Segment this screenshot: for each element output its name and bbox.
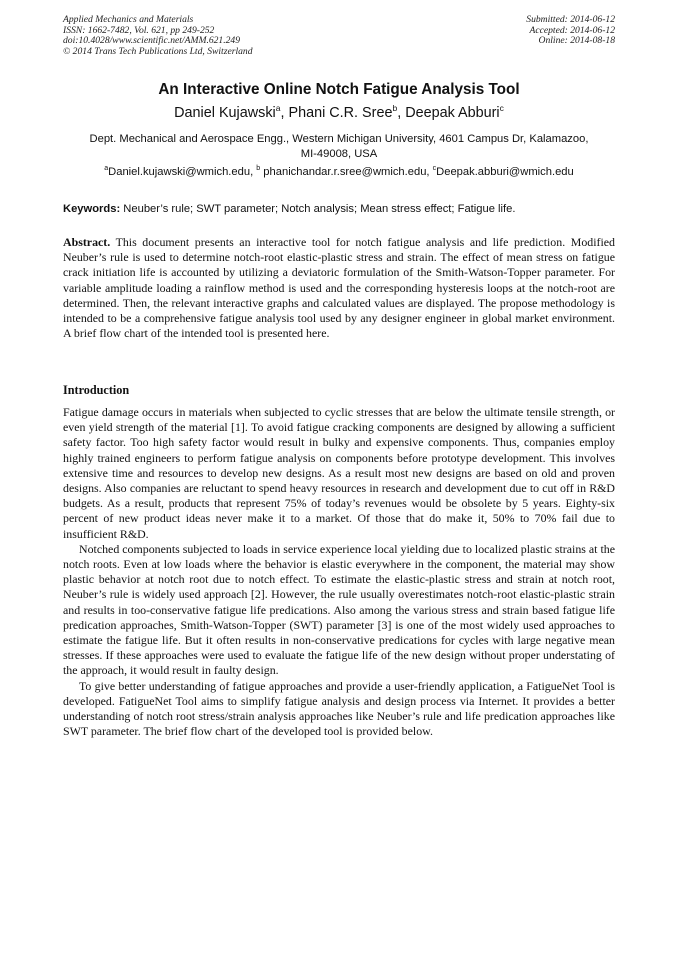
author-name: Daniel Kujawski [174,105,276,121]
paragraph: To give better understanding of fatigue approaches and provide a user-friendly application, a FatigueNet Tool is developed. FatigueNet Tool aims to simplify fatigue analysis and design process via Internet. It provides a better understanding of notch root stress/strain analysis approaches like Neuber’s rule and life predication approaches like SWT parameter. The brief flow chart of the developed tool is provided below. [63,678,615,739]
author-superscript: b [392,103,398,113]
issn-line: ISSN: 1662-7482, Vol. 621, pp 249-252 [63,24,215,36]
abstract [63,235,615,341]
paragraph: Fatigue damage occurs in materials when subjected to cyclic stresses that are below the ultimate tensile strength, or even yield strength of the material [1]. To avoid fatigue cracking components are designed by allowing a sufficient safety factor. Too high safety factor would result in bulky and expensive components. Thus, companies employ highly trained engineers to perform fatigue analysis on components before prototype development. This involves extensive time and resources to develop new designs. As a result most new designs are based on old and proven designs. Also companies are reluctant to spend heavy resources in research and development due to cut off in R&D budgets. As a result, products that represent 75% of today’s revenues would be obsolete by 5 years. Eighty-six percent of new product ideas never make it to a market. Of those that do make it, 50% to 70% fail due to insufficient R&D. [63,405,615,541]
email-superscript: b [256,165,261,172]
email-superscript: c [432,165,437,172]
email-address[interactable]: Daniel.kujawski@wmich.edu, [108,166,257,178]
email-address[interactable]: phanichandar.r.sree@wmich.edu, [260,166,433,178]
abstract-label: Abstract. [63,235,111,249]
copyright-line: © 2014 Trans Tech Publications Ltd, Switzerland [63,45,253,57]
author-separator: , [397,105,406,121]
section-heading: Introduction [63,383,130,397]
journal-name: Applied Mechanics and Materials [63,14,194,25]
author-list [0,105,678,121]
author-name: Phani C.R. Sree [288,105,393,121]
keywords [63,203,615,215]
author-superscript: c [499,103,504,113]
email-superscript: a [104,165,109,172]
author-name: Deepak Abburi [405,105,500,121]
email-list [0,166,678,178]
introduction-body [63,405,615,739]
keywords-label: Keywords: [63,203,121,215]
affiliation: Dept. Mechanical and Aerospace Engg., Western Michigan University, 4601 Campus Dr, Kalamazoo, MI-49008, USA [89,133,589,160]
submitted-date: Submitted: 2014-06-12 [526,14,615,25]
submission-dates [526,15,615,47]
accepted-date: Accepted: 2014-06-12 [529,24,615,36]
keywords-text: Neuber’s rule; SWT parameter; Notch analysis; Mean stress effect; Fatigue life. [120,203,516,215]
email-address[interactable]: Deepak.abburi@wmich.edu [436,166,574,178]
paragraph: Notched components subjected to loads in service experience local yielding due to localized plastic strains at the notch roots. Even at low loads where the behavior is elastic everywhere in the component, the material may show plastic behavior at notch root due to notch effect. To estimate the elastic-plastic stress and strain at notch root, Neuber’s rule is widely used approach [2]. However, the rule usually overestimates notch-root elastic-plastic strain and results in too-conservative fatigue life predications. Also among the various stress and strain based fatigue life predication approaches, Smith-Watson-Topper (SWT) parameter [3] is one of the most widely used approaches to estimate the fatigue life. But it often results in non-conservative predications for cycles with large negative mean stresses. If these approaches were used to evaluate the fatigue life of the new design without proper understating of the approach, it would result in faulty design. [63,541,615,678]
doi-line: doi:10.4028/www.scientific.net/AMM.621.249 [63,35,241,47]
online-date: Online: 2014-08-18 [538,35,615,47]
abstract-text: This document presents an interactive tool for notch fatigue analysis and life prediction. Modified Neuber’s rule is used to determine notch-root elastic-plastic stress and strain. The effect of mean stress on fatigue crack initiation life is accounted by utilizing a deviatoric formulation of the Smith-Watson-Topper parameter. For variable amplitude loading a rainflow method is used and the corresponding hysteresis loops at the notch-root are determined. Then, the relevant interactive graphs and calculated values are displayed. The propose methodology is intended to be a comprehensive fatigue analysis tool used by any designer engineer in global market environment. A brief flow chart of the intended tool is presented here. [63,235,615,341]
journal-info [63,15,253,57]
author-separator: , [280,105,289,121]
author-superscript: a [275,103,281,113]
paper-title: An Interactive Online Notch Fatigue Analysis Tool [158,81,520,98]
